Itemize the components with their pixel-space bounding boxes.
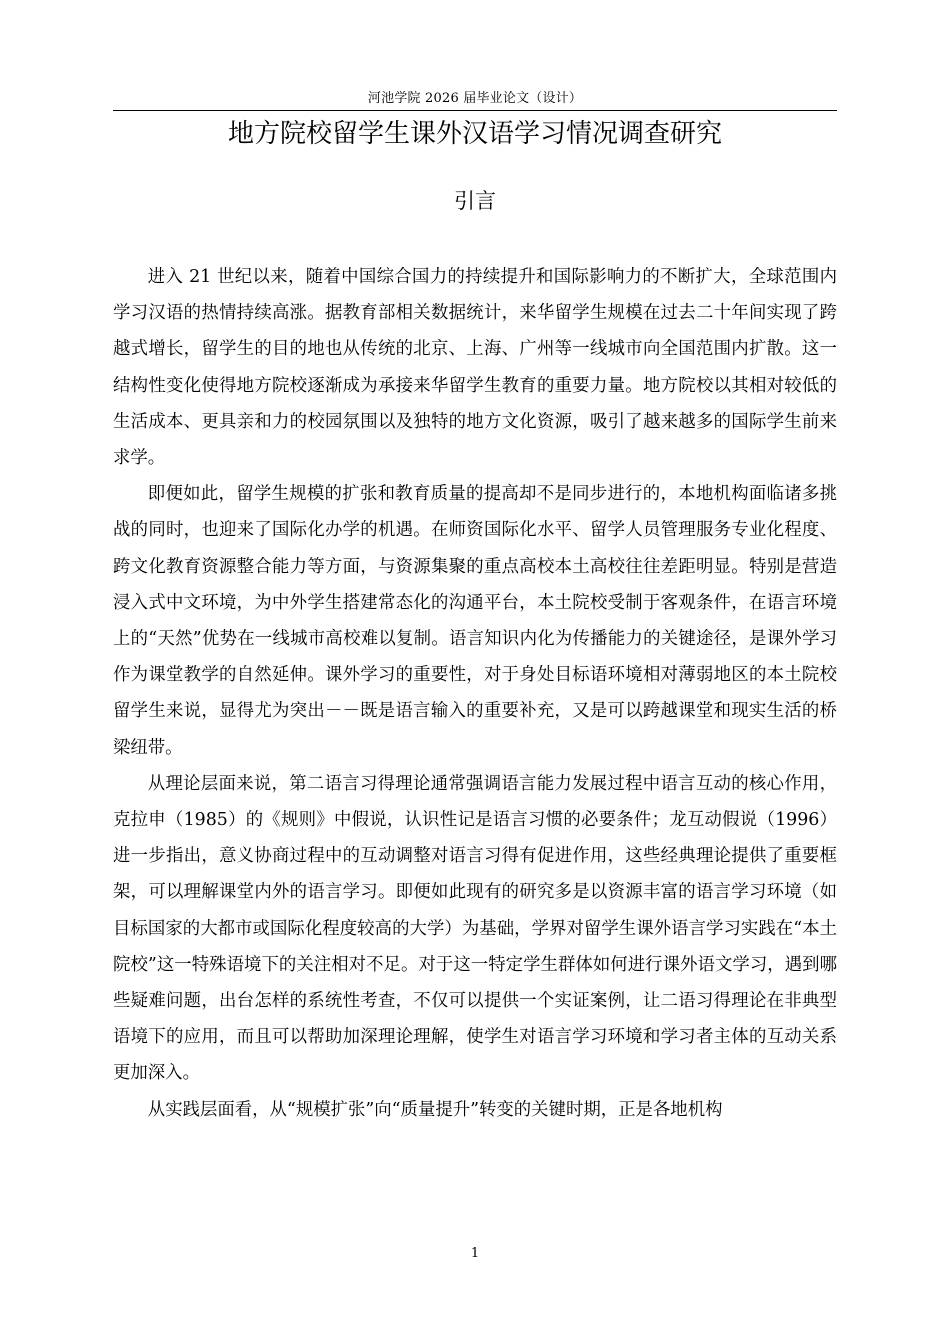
body-text: [113, 259, 837, 1128]
paragraph: 从理论层面来说，第二语言习得理论通常强调语言能力发展过程中语言互动的核心作用，克拉申（1985）的《规则》中假说，认识性记是语言习惯的必要条件；龙互动假说（1996）进一步指出，意义协商过程中的互动调整对语言习得有促进作用，这些经典理论提供了重要框架，可以理解课堂内外的语言学习。即便如此现有的研究多是以资源丰富的语言学习环境（如目标国家的大都市或国际化程度较高的大学）为基础，学界对留学生课外语言学习实践在“本土院校”这一特殊语境下的关注相对不足。对于这一特定学生群体如何进行课外语文学习，遇到哪些疑难问题，出台怎样的系统性考查，不仅可以提供一个实证案例，让二语习得理论在非典型语境下的应用，而且可以帮助加深理论理解，使学生对语言学习环境和学习者主体的互动关系更加深入。: [113, 773, 837, 1084]
paragraph: 进入 21 世纪以来，随着中国综合国力的持续提升和国际影响力的不断扩大，全球范围内学习汉语的热情持续高涨。据教育部相关数据统计，来华留学生规模在过去二十年间实现了跨越式增长，留学生的目的地也从传统的北京、上海、广州等一线城市向全国范围内扩散。这一结构性变化使得地方院校逐渐成为承接来华留学生教育的重要力量。地方院校以其相对较低的生活成本、更具亲和力的校园氛围以及独特的地方文化资源，吸引了越来越多的国际学生前来求学。: [113, 267, 837, 469]
paragraph: 从实践层面看，从“规模扩张”向“质量提升”转变的关键时期，正是各地机构: [147, 1099, 723, 1120]
page-number: 1: [470, 1246, 480, 1261]
paragraph: 即便如此，留学生规模的扩张和教育质量的提高却不是同步进行的，本地机构面临诸多挑战的同时，也迎来了国际化办学的机遇。在师资国际化水平、留学人员管理服务专业化程度、跨文化教育资源整合能力等方面，与资源集聚的重点高校本土高校往往差距明显。特别是营造浸入式中文环境，为中外学生搭建常态化的沟通平台，本土院校受制于客观条件，在语言环境上的“天然”优势在一线城市高校难以复制。语言知识内化为传播能力的关键途径，是课外学习作为课堂教学的自然延伸。课外学习的重要性，对于身处目标语环境相对薄弱地区的本土院校留学生来说，显得尤为突出－－既是语言输入的重要补充，又是可以跨越课堂和现实生活的桥梁纽带。: [113, 484, 837, 758]
running-header: 河池学院 2026 届毕业论文（设计）: [367, 91, 583, 106]
document-title: 地方院校留学生课外汉语学习情况调查研究: [227, 119, 722, 149]
header-rule: [113, 110, 837, 111]
section-heading-introduction: 引言: [454, 189, 496, 213]
